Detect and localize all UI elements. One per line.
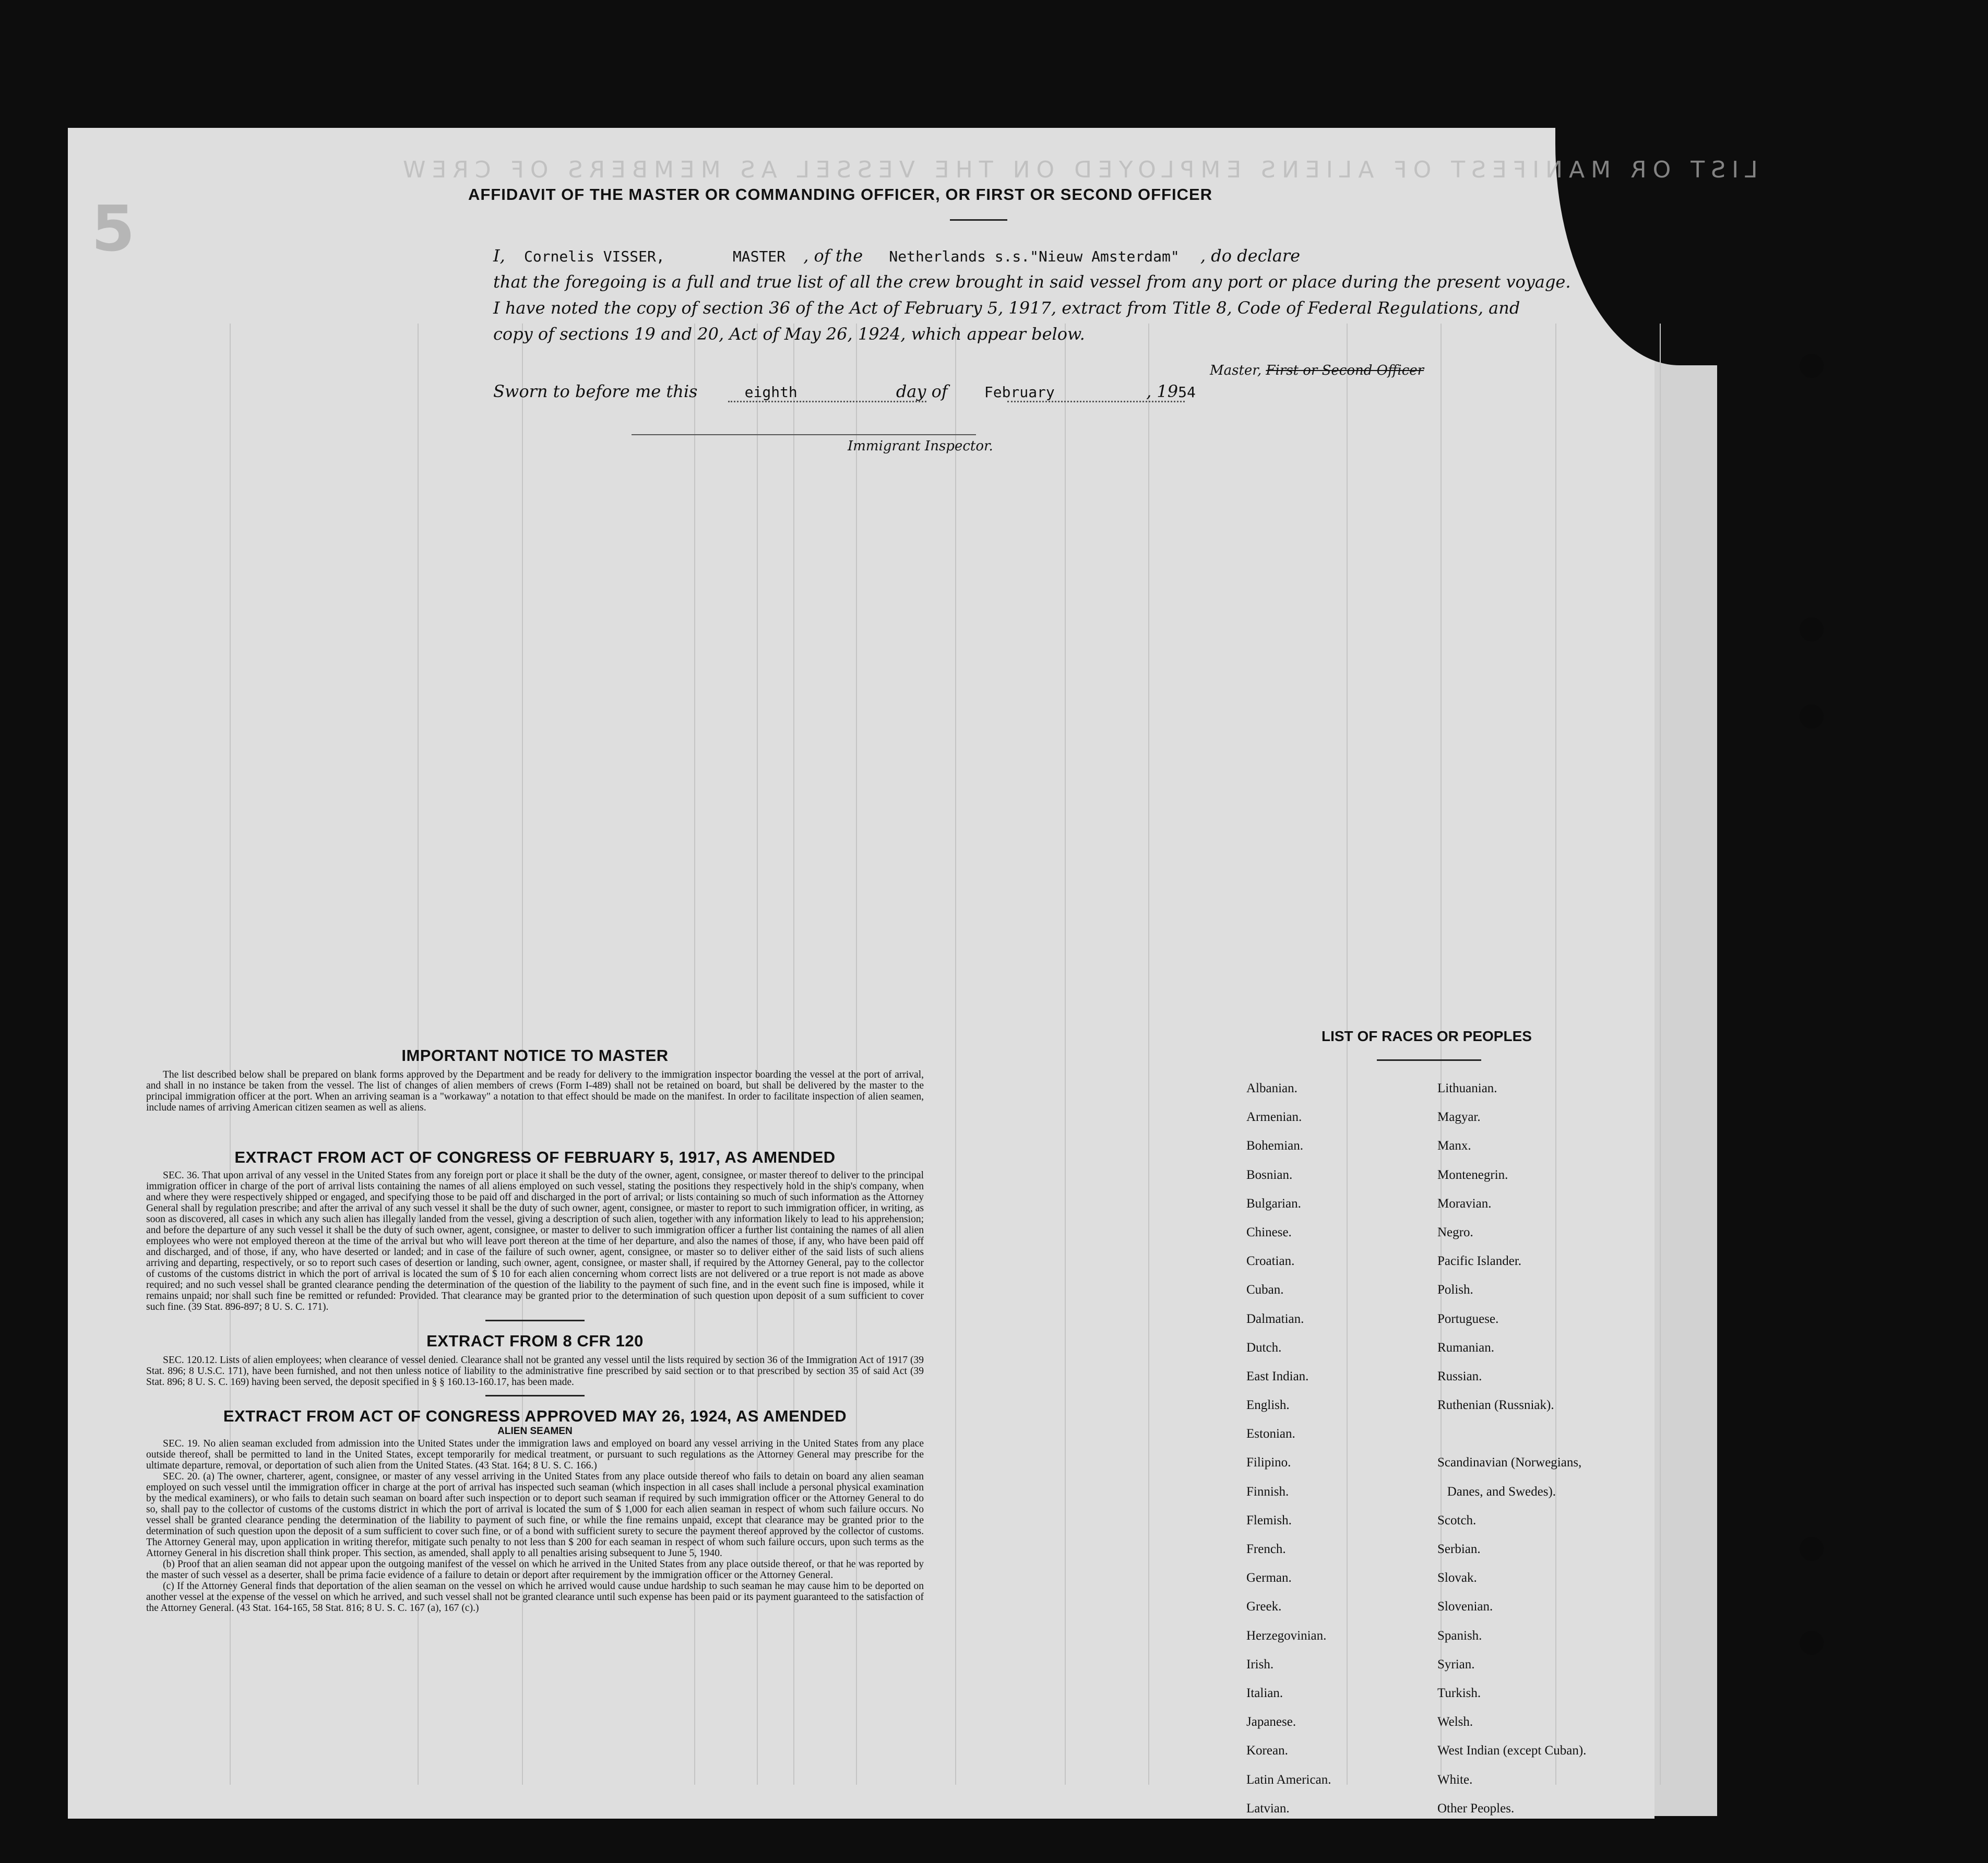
- rank: MASTER: [732, 248, 786, 265]
- race-entry: Italian.: [1246, 1686, 1283, 1700]
- race-entry: Turkish.: [1437, 1686, 1481, 1700]
- race-entry: Estonian.: [1246, 1427, 1295, 1441]
- race-entry: Serbian.: [1437, 1542, 1481, 1556]
- extract-1924-title: EXTRACT FROM ACT OF CONGRESS APPROVED MAY 26, 1924, AS AMENDED: [223, 1407, 847, 1425]
- race-entry: Slovenian.: [1437, 1599, 1493, 1614]
- punch-hole: [1800, 354, 1824, 378]
- sworn-month: February: [984, 384, 1055, 401]
- year-prefix: , 19: [1146, 381, 1178, 401]
- bleed-through-heading: LIST OR MANIFEST OF ALIENS EMPLOYED ON THE VESSEL AS MEMBERS OF CREW: [397, 157, 1758, 183]
- race-entry: Bohemian.: [1246, 1139, 1304, 1153]
- race-entry: Japanese.: [1246, 1715, 1296, 1729]
- affidavit-title: AFFIDAVIT OF THE MASTER OR COMMANDING OFFICER, OR FIRST OR SECOND OFFICER: [468, 185, 1213, 204]
- race-entry: French.: [1246, 1542, 1286, 1556]
- races-rule: [1377, 1059, 1481, 1061]
- race-entry: Syrian.: [1437, 1657, 1475, 1671]
- sec-20a-body: SEC. 20. (a) The owner, charterer, agent, consignee, or master of any vessel arriving in the United States from any place outside thereof who fails to detain on board any alien seaman employed on such vessel until the immigration officer in charge at the port of arrival has inspected such seaman (which inspection in all cases shall include a personal physical examination by the medical examiners), or who fails to detain such seaman on board after such inspection or to deport such seaman if required by such immigration officer or the Attorney General to do so, shall pay to the collector of customs of the customs district in which the port of arrival is located the sum of $ 1,000 for each alien seaman in respect of whom such failure occurs. No vessel shall be granted clearance pending the determination of the liability to payment of such fine, or while the fine remains unpaid, except that clearance may be granted prior to the determination of such question upon the deposit of a sum sufficient to cover such fine, or of a bond with sufficient surety to secure the payment thereof approved by the collector of customs. The Attorney General may, upon application in writing therefor, mitigate such penalty to not less than $ 200 for each seaman in respect of whom such failure occurs, upon such terms as the Attorney General in his discretion shall think proper. This section, as amended, shall apply to all penalties arising subsequent to June 5, 1940.: [146, 1471, 924, 1559]
- month-fill-line: [1007, 401, 1185, 402]
- bleed-through-column-line: [1347, 324, 1348, 1785]
- inspector-signature-line: [632, 434, 976, 435]
- race-entry: Magyar.: [1437, 1110, 1481, 1125]
- race-entry: White.: [1437, 1772, 1473, 1787]
- races-left-column: [1246, 1081, 1331, 1830]
- race-entry: Latvian.: [1246, 1801, 1290, 1816]
- punch-hole: [1800, 704, 1824, 729]
- of-the-label: , of the: [803, 246, 863, 266]
- race-entry: Welsh.: [1437, 1715, 1473, 1729]
- race-entry: Portuguese.: [1437, 1311, 1499, 1326]
- race-entry: Moravian.: [1437, 1196, 1492, 1211]
- race-entry: Rumanian.: [1437, 1340, 1495, 1355]
- race-entry: Montenegrin.: [1437, 1167, 1508, 1182]
- bleed-through-page-mark: 5: [91, 193, 141, 266]
- affidavit-line-4: copy of sections 19 and 20, Act of May 26, 1924, which appear below.: [493, 324, 1085, 344]
- race-entry: East Indian.: [1246, 1369, 1309, 1383]
- master-signature-label: Master, First or Second Officer: [1210, 363, 1424, 378]
- race-entry: Filipino.: [1246, 1455, 1291, 1470]
- sworn-label: Sworn to before me this: [493, 381, 698, 401]
- day-fill-line: [728, 401, 926, 402]
- inspector-label: Immigrant Inspector.: [848, 438, 993, 454]
- notice-block: [146, 1046, 924, 1113]
- race-entry: Flemish.: [1246, 1513, 1292, 1527]
- race-entry: Danes, and Swedes).: [1437, 1484, 1556, 1499]
- race-entry: Dalmatian.: [1246, 1311, 1304, 1326]
- race-entry: Lithuanian.: [1437, 1081, 1497, 1095]
- race-entry: German.: [1246, 1571, 1292, 1585]
- side-column-strip: [1654, 313, 1717, 1816]
- sworn-day: eighth: [744, 384, 797, 401]
- bleed-through-column-line: [1660, 324, 1661, 1785]
- race-entry: Croatian.: [1246, 1254, 1295, 1269]
- race-entry: Finnish.: [1246, 1484, 1289, 1499]
- affidavit-line-1: [493, 243, 1300, 270]
- punch-hole: [1800, 1537, 1824, 1561]
- extract-cfr-title: EXTRACT FROM 8 CFR 120: [426, 1332, 644, 1350]
- affidavit-line-3: I have noted the copy of section 36 of the Act of February 5, 1917, extract from Title 8, Code of Federal Regulations, and: [493, 298, 1520, 318]
- officer-cancelled: First or Second Officer: [1266, 363, 1424, 378]
- vessel-name: Netherlands s.s."Nieuw Amsterdam": [889, 248, 1180, 265]
- extract-1917-title: EXTRACT FROM ACT OF CONGRESS OF FEBRUARY 5, 1917, AS AMENDED: [234, 1148, 836, 1166]
- punch-hole: [1800, 617, 1824, 641]
- race-entry: Chinese.: [1246, 1225, 1292, 1239]
- race-entry: Bulgarian.: [1246, 1196, 1301, 1211]
- race-entry: Other Peoples.: [1437, 1801, 1515, 1816]
- sec-20b-body: (b) Proof that an alien seaman did not appear upon the outgoing manifest of the vessel on which he arrived in the United States from any place outside thereof, or that he was reported by the master of such vessel as a deserter, shall be prima facie evidence of a failure to detain or deport after requirement by the immigration officer or the Attorney General.: [146, 1559, 924, 1581]
- bleed-through-column-line: [1065, 324, 1066, 1785]
- race-entry: Ruthenian (Russniak).: [1437, 1398, 1554, 1413]
- race-entry: Pacific Islander.: [1437, 1254, 1522, 1269]
- sec-20c-body: (c) If the Attorney General finds that deportation of the alien seaman on the vessel on which he arrived would cause undue hardship to such seaman he may cause him to be deported on another vessel at the expense of the vessel on which he arrived, and such vessel shall not be granted clearance until such expense has been paid or its payment guaranteed to the satisfaction of the Attorney General. (43 Stat. 164-165, 58 Stat. 816; 8 U. S. C. 167 (a), 167 (c).): [146, 1581, 924, 1614]
- punch-hole: [1800, 1631, 1824, 1655]
- notice-body: The list described below shall be prepared on blank forms approved by the Department and be ready for delivery to the immigration inspector boarding the vessel at the port of arrival, and shall in no instance be taken from the vessel. The list of changes of alien members of crews (Form I-489) shall not be retained on board, but shall be delivered by the master to the principal immigration officer at the port. When an arriving seaman is a "workaway" a notation to that effect should be made on the manifest. In order to facilitate inspection of alien seamen, include names of arriving American citizen seamen as well as aliens.: [146, 1069, 924, 1113]
- race-entry: Polish.: [1437, 1283, 1473, 1297]
- year-suffix: 54: [1178, 384, 1196, 401]
- race-entry: Slovak.: [1437, 1571, 1477, 1585]
- sec-19-body: SEC. 19. No alien seaman excluded from admission into the United States under the immigration laws and employed on board any vessel arriving in the United States from any place outside thereof, shall be permitted to land in the United States, except temporarily for medical treatment, or pursuant to such regulations as the Attorney General may prescribe for the ultimate departure, removal, or deportation of such alien from the United States. (43 Stat. 164; 8 U. S. C. 166.): [146, 1438, 924, 1471]
- race-entry: West Indian (except Cuban).: [1437, 1743, 1587, 1758]
- extract-cfr-body: SEC. 120.12. Lists of alien employees; when clearance of vessel denied. Clearance shall not be granted any vessel until the lists required by section 36 of the Immigration Act of 1917 (39 Stat. 896; 8 U.S.C. 171), have been furnished, and not then unless notice of liability to the administrative fine prescribed by said section or to that prescribed by section 35 of said Act (39 Stat. 896; 8 U. S. C. 169) having been served, the deposit specified in § § 160.13-160.17, has been made.: [146, 1355, 924, 1388]
- title-rule: [950, 219, 1007, 221]
- bleed-through-column-line: [955, 324, 956, 1785]
- race-entry: Manx.: [1437, 1139, 1471, 1153]
- race-entry: [1437, 1427, 1586, 1455]
- affidavit-line-2: that the foregoing is a full and true list of all the crew brought in said vessel from any port or place during the present voyage.: [493, 272, 1571, 292]
- master-name: Cornelis VISSER,: [523, 248, 665, 265]
- race-entry: Irish.: [1246, 1657, 1274, 1671]
- section-rule: [485, 1395, 585, 1396]
- extract-1917-body: SEC. 36. That upon arrival of any vessel in the United States from any foreign port or place it shall be the duty of the owner, agent, consignee, or master thereof to deliver to the principal immigration officer in charge of the port of arrival lists containing the names of all aliens employed on such vessel, stating the positions they respectively hold in the ship's company, when and where they were respectively shipped or engaged, and specifying those to be paid off and discharged in the port of arrival; or lists containing so much of such information as the Attorney General shall by regulation prescribe; and after the arrival of any such vessel it shall be the duty of such owner, agent, consignee, or master to report to such immigration officer, in writing, as soon as discovered, all cases in which any such alien has illegally landed from the vessel, giving a description of such alien, together with any information likely to lead to his apprehension; and before the departure of any such vessel it shall be the duty of such owner, agent, consignee, or master to deliver to such immigration officer a further list containing the names of all alien employees who were not employed thereon at the time of the arrival but who will leave port thereon at the time of her departure, and also the names of those, if any, who have been paid off and discharged, and of those, if any, who have deserted or landed; and in case of the failure of such owner, agent, consignee, or master so to deliver either of the said lists of such aliens arriving and departing, respectively, or so to report such cases of desertion or landing, such owner, agent, consignee, or master shall, if required by the Attorney General, pay to the collector of customs of the customs district in which the port of arrival is located the sum of $ 10 for each alien concerning whom correct lists are not delivered or a true report is not made as above required; and no such vessel shall be granted clearance pending the determination of the question of the liability to the payment of such fine, and in the event such fine is imposed, while it remains unpaid; nor shall such fine be remitted or refunded: Provided. That clearance may be granted prior to the determination of such question upon deposit of a sum sufficient to cover such fine. (39 Stat. 896-897; 8 U. S. C. 171).: [146, 1170, 924, 1312]
- race-entry: Spanish.: [1437, 1628, 1482, 1643]
- day-of-label: day of: [896, 381, 948, 401]
- race-entry: Dutch.: [1246, 1340, 1282, 1355]
- races-right-column: [1437, 1081, 1586, 1830]
- race-entry: Negro.: [1437, 1225, 1473, 1239]
- race-entry: Korean.: [1246, 1743, 1288, 1758]
- race-entry: Greek.: [1246, 1599, 1282, 1614]
- race-entry: Herzegovinian.: [1246, 1628, 1327, 1643]
- race-entry: Bosnian.: [1246, 1167, 1293, 1182]
- declare-label: , do declare: [1200, 246, 1301, 266]
- notice-title: IMPORTANT NOTICE TO MASTER: [401, 1046, 669, 1065]
- race-entry: Scotch.: [1437, 1513, 1477, 1527]
- race-entry: English.: [1246, 1398, 1290, 1413]
- race-entry: Scandinavian (Norwegians,: [1437, 1455, 1582, 1470]
- races-title: LIST OF RACES OR PEOPLES: [1322, 1028, 1532, 1044]
- race-entry: Albanian.: [1246, 1081, 1297, 1095]
- bleed-through-column-line: [1148, 324, 1149, 1785]
- extract-1924-subtitle: ALIEN SEAMEN: [497, 1426, 573, 1437]
- race-entry: Cuban.: [1246, 1283, 1284, 1297]
- race-entry: Latin American.: [1246, 1772, 1331, 1787]
- extract-1917-block: [146, 1148, 924, 1614]
- i-label: I,: [493, 246, 505, 266]
- race-entry: Armenian.: [1246, 1110, 1302, 1125]
- race-entry: Russian.: [1437, 1369, 1482, 1383]
- section-rule: [485, 1320, 585, 1321]
